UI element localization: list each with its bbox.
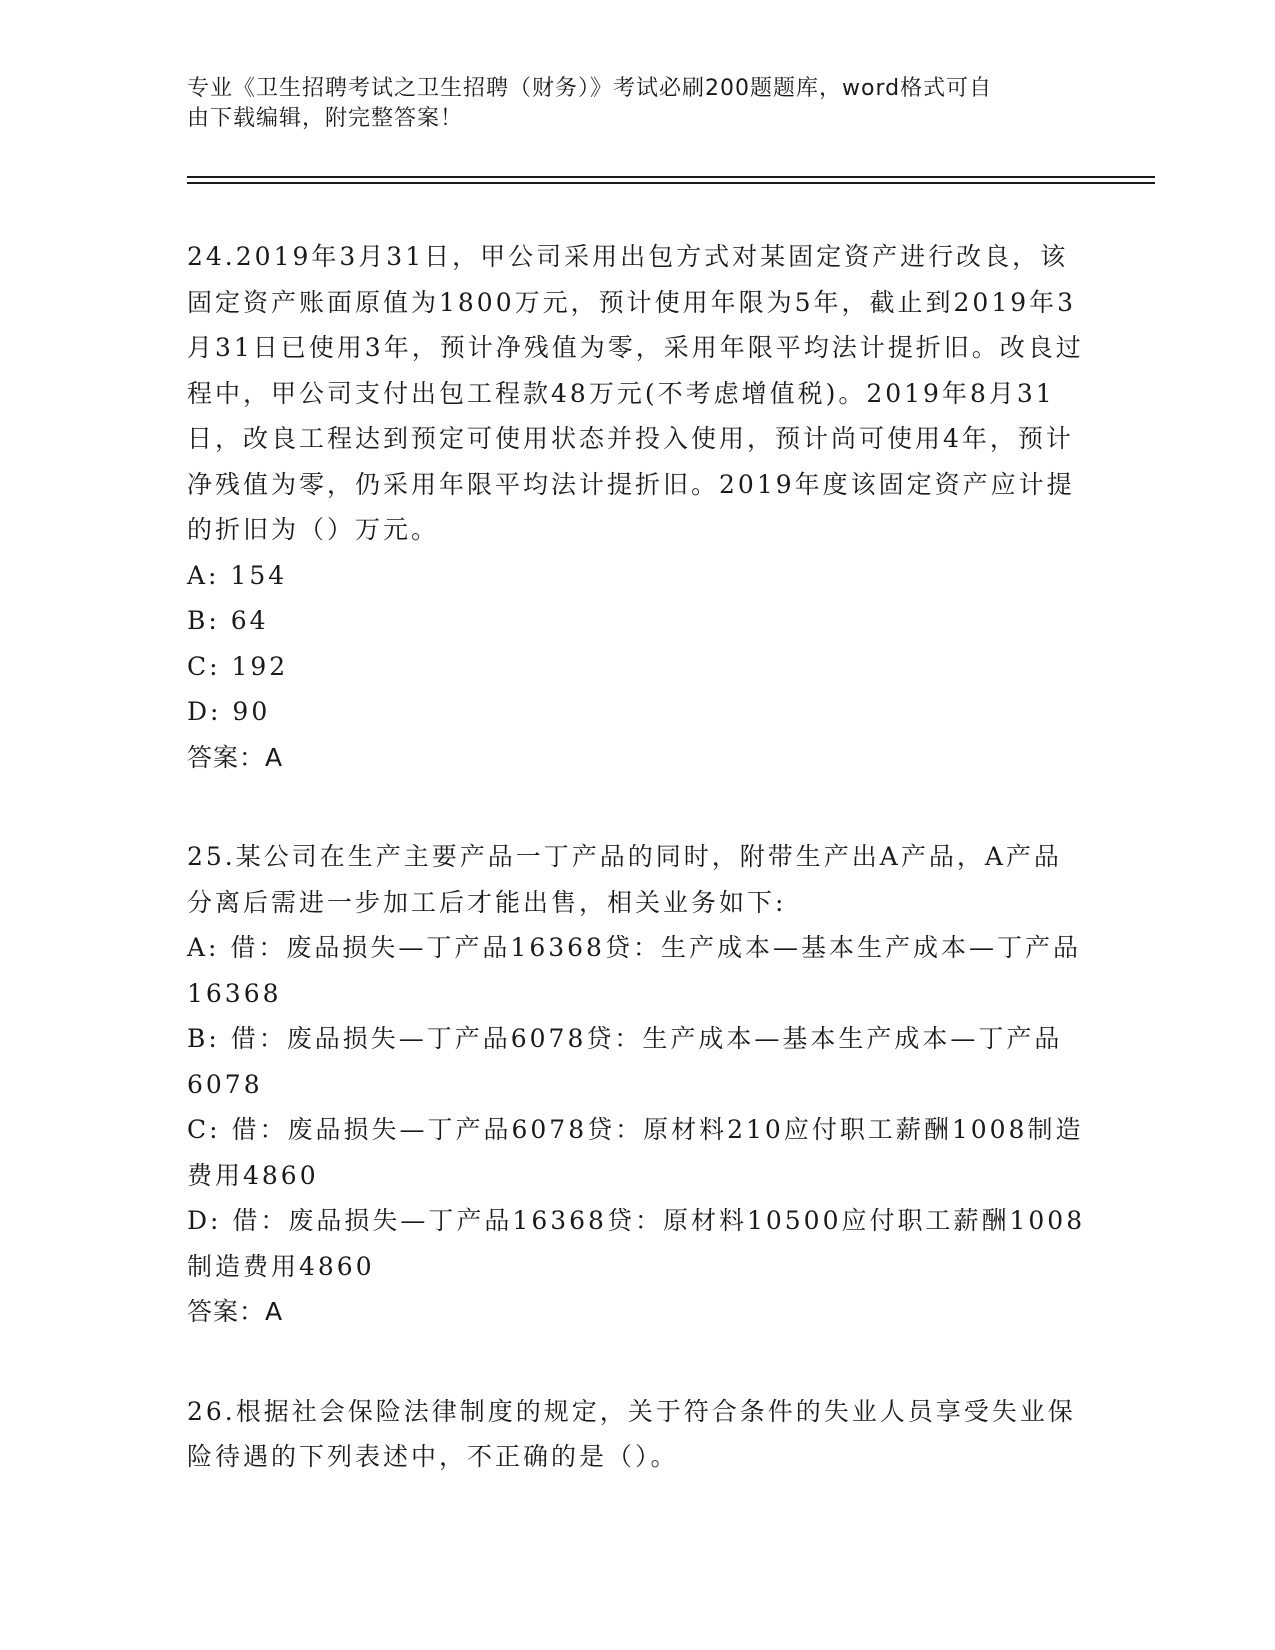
document-header — [187, 74, 1067, 134]
question-spacer — [187, 780, 1087, 834]
option-d: D: 借：废品损失—丁产品16368贷：原材料10500应付职工薪酬1008制造费用4860 — [187, 1206, 1086, 1281]
question-text: 24.2019年3月31日，甲公司采用出包方式对某固定资产进行改良，该固定资产账面原值为1800万元，预计使用年限为5年，截止到2019年3月31日已使用3年，预计净残值为零，采用年限平均法计提折旧。改良过程中，甲公司支付出包工程款48万元(不考虑增值税)。2019年8月31日，改良工程达到预定可使用状态并投入使用，预计尚可使用4年，预计净残值为零，仍采用年限平均法计提折旧。2019年度该固定资产应计提的折旧为（）万元。 — [187, 242, 1084, 544]
option-a: A: 借：废品损失—丁产品16368贷：生产成本—基本生产成本—丁产品16368 — [187, 933, 1081, 1008]
question-text: 26.根据社会保险法律制度的规定，关于符合条件的失业人员享受失业保险待遇的下列表述中，不正确的是（）。 — [187, 1396, 1076, 1471]
option-c: C: 借：废品损失—丁产品6078贷：原材料210应付职工薪酬1008制造费用4860 — [187, 1115, 1084, 1190]
question-spacer — [187, 1335, 1087, 1389]
option-b: B: 64 — [187, 606, 269, 635]
option-c: C: 192 — [187, 651, 289, 681]
option-b: B: 借：废品损失—丁产品6078贷：生产成本—基本生产成本—丁产品6078 — [187, 1024, 1063, 1099]
header-line-1: 专业《卫生招聘考试之卫生招聘（财务）》考试必刷200题题库，word格式可自 — [187, 76, 993, 101]
answer: 答案：A — [187, 742, 284, 772]
question-26 — [187, 1389, 1087, 1480]
question-25 — [187, 834, 1087, 1335]
question-text: 25.某公司在生产主要产品一丁产品的同时，附带生产出A产品，A产品分离后需进一步加工后才能出售，相关业务如下: — [187, 842, 1062, 917]
header-divider-bottom — [187, 182, 1155, 184]
header-line-2: 由下载编辑，附完整答案！ — [187, 106, 464, 131]
header-divider-top — [187, 176, 1155, 178]
question-list — [187, 234, 1087, 1480]
answer: 答案：A — [187, 1297, 284, 1326]
option-d: D: 90 — [187, 697, 271, 726]
question-24 — [187, 234, 1087, 780]
option-a: A: 154 — [187, 560, 288, 590]
